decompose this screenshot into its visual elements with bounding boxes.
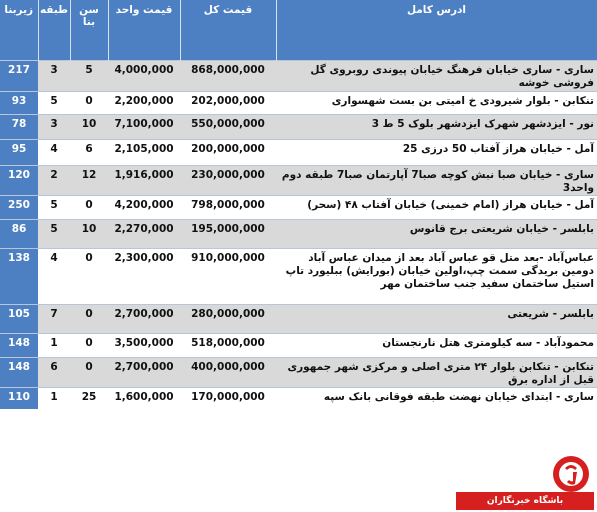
header-floor: طبقه — [38, 0, 70, 60]
cell-floor: 5 — [38, 195, 70, 219]
cell-age: 0 — [70, 195, 108, 219]
cell-metr: 110 — [0, 387, 38, 409]
cell-total-price: 550,000,000 — [180, 114, 276, 139]
cell-total-price: 280,000,000 — [180, 304, 276, 333]
cell-address: ساری - ابتدای خیابان نهضت طبقه فوقانی بانک سپه — [276, 387, 597, 409]
cell-unit-price: 2,700,000 — [108, 304, 180, 333]
cell-age: 0 — [70, 357, 108, 387]
table-row — [0, 195, 597, 219]
yjc-logo-icon — [551, 454, 591, 494]
table-row — [0, 165, 597, 195]
cell-unit-price: 1,916,000 — [108, 165, 180, 195]
cell-age: 0 — [70, 304, 108, 333]
cell-metr: 105 — [0, 304, 38, 333]
cell-age: 5 — [70, 60, 108, 91]
cell-metr: 250 — [0, 195, 38, 219]
cell-total-price: 195,000,000 — [180, 219, 276, 248]
cell-address: تنکابن - بلوار شیرودی خ امیتی بن بست شهسواری — [276, 91, 597, 114]
table-row — [0, 387, 597, 409]
cell-address: آمل - خیابان هراز آفتاب 50 درزی 25 — [276, 139, 597, 165]
header-metr: زیربنا — [0, 0, 38, 60]
cell-address: ساری - خیابان صبا نبش کوچه صبا7 آپارتمان صبا7 طبقه دوم واحد3 — [276, 165, 597, 195]
cell-floor: 7 — [38, 304, 70, 333]
header-row — [0, 0, 597, 60]
cell-address: بابلسر - شریعتی — [276, 304, 597, 333]
yjc-logo — [456, 452, 594, 510]
table-row — [0, 139, 597, 165]
cell-unit-price: 3,500,000 — [108, 333, 180, 357]
header-age-top: سن — [79, 4, 99, 16]
cell-unit-price: 2,200,000 — [108, 91, 180, 114]
header-address: ادرس کامل — [276, 0, 597, 60]
table-row — [0, 304, 597, 333]
cell-age: 10 — [70, 219, 108, 248]
logo-text: باشگاه خبرنگاران — [456, 492, 594, 510]
cell-total-price: 400,000,000 — [180, 357, 276, 387]
cell-total-price: 200,000,000 — [180, 139, 276, 165]
header-total-price: قیمت کل — [180, 0, 276, 60]
cell-metr: 138 — [0, 248, 38, 304]
cell-age: 0 — [70, 333, 108, 357]
cell-metr: 78 — [0, 114, 38, 139]
cell-floor: 6 — [38, 357, 70, 387]
cell-unit-price: 2,270,000 — [108, 219, 180, 248]
cell-address: نور - ایزدشهر شهرک ایزدشهر بلوک 5 ط 3 — [276, 114, 597, 139]
table-row — [0, 357, 597, 387]
table-row — [0, 333, 597, 357]
cell-address: آمل - خیابان هراز (امام خمینی) خیابان آفتاب ۴۸ (سحر) — [276, 195, 597, 219]
table-row — [0, 91, 597, 114]
cell-metr: 95 — [0, 139, 38, 165]
cell-address: بابلسر - خیابان شریعتی برج قانوس — [276, 219, 597, 248]
cell-floor: 3 — [38, 60, 70, 91]
cell-floor: 5 — [38, 91, 70, 114]
cell-age: 0 — [70, 91, 108, 114]
cell-metr: 93 — [0, 91, 38, 114]
cell-total-price: 798,000,000 — [180, 195, 276, 219]
cell-unit-price: 7,100,000 — [108, 114, 180, 139]
cell-floor: 1 — [38, 387, 70, 409]
cell-address: عباس‌آباد -بعد متل قو عباس آباد بعد از میدان عباس آباد دومین بریدگی سمت چپ،اولین خیابان (بورایش) ببلیورد تاپ استیل ساختمان سفید جنب ساختمان مهر — [276, 248, 597, 304]
cell-total-price: 170,000,000 — [180, 387, 276, 409]
cell-unit-price: 1,600,000 — [108, 387, 180, 409]
cell-total-price: 518,000,000 — [180, 333, 276, 357]
table-row — [0, 219, 597, 248]
cell-unit-price: 4,200,000 — [108, 195, 180, 219]
cell-total-price: 230,000,000 — [180, 165, 276, 195]
table-row — [0, 60, 597, 91]
table-row — [0, 248, 597, 304]
cell-address: ساری - ساری خیابان فرهنگ خیابان پیوندی روبروی گل فروشی خوشه — [276, 60, 597, 91]
cell-age: 6 — [70, 139, 108, 165]
cell-address: محمودآباد - سه کیلومتری هتل نارنجستان — [276, 333, 597, 357]
cell-unit-price: 2,700,000 — [108, 357, 180, 387]
cell-total-price: 910,000,000 — [180, 248, 276, 304]
cell-metr: 148 — [0, 333, 38, 357]
cell-age: 25 — [70, 387, 108, 409]
cell-age: 12 — [70, 165, 108, 195]
cell-floor: 5 — [38, 219, 70, 248]
cell-total-price: 202,000,000 — [180, 91, 276, 114]
cell-floor: 3 — [38, 114, 70, 139]
cell-unit-price: 2,300,000 — [108, 248, 180, 304]
cell-floor: 4 — [38, 139, 70, 165]
cell-metr: 120 — [0, 165, 38, 195]
cell-metr: 86 — [0, 219, 38, 248]
cell-unit-price: 2,105,000 — [108, 139, 180, 165]
header-age — [70, 0, 108, 60]
cell-unit-price: 4,000,000 — [108, 60, 180, 91]
cell-floor: 2 — [38, 165, 70, 195]
table-row — [0, 114, 597, 139]
cell-metr: 217 — [0, 60, 38, 91]
cell-address: تنکابن - تنکابن بلوار ۲۴ متری اصلی و مرکزی شهر جمهوری قبل از اداره برق — [276, 357, 597, 387]
cell-floor: 1 — [38, 333, 70, 357]
header-age-bottom: بنا — [82, 16, 96, 28]
cell-metr: 148 — [0, 357, 38, 387]
cell-age: 0 — [70, 248, 108, 304]
cell-age: 10 — [70, 114, 108, 139]
cell-total-price: 868,000,000 — [180, 60, 276, 91]
cell-floor: 4 — [38, 248, 70, 304]
header-unit-price: قیمت واحد — [108, 0, 180, 60]
